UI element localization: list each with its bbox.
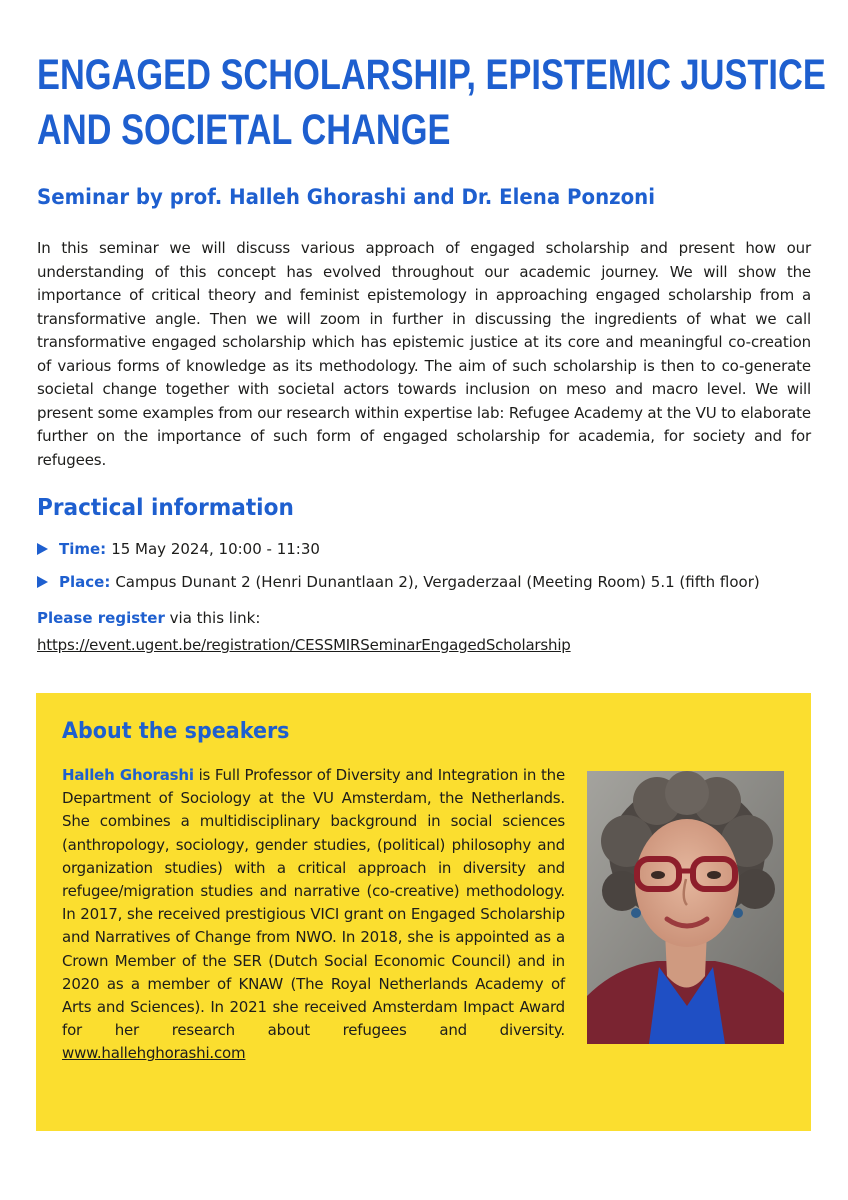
speaker-portrait-image — [587, 771, 784, 1044]
register-rest: via this link: — [164, 609, 261, 627]
register-line — [37, 609, 260, 627]
title-line-1: ENGAGED SCHOLARSHIP, EPISTEMIC JUSTICE — [37, 51, 826, 99]
speaker-bio-text: is Full Professor of Diversity and Integration in the Department of Sociology at the VU Amsterdam, the Netherlands. She combines a multidisciplinary background in social sciences (anthropology, sociology, gender studies, (political) philosophy and organization studies) with a critical approach in diversity and refugee/migration studies and narrative (co-creative) methodology. In 2017, she received prestigious VICI grant on Engaged Scholarship and Narratives of Change from NWO. In 2018, she is appointed as a Crown Member of the SER (Dutch Social Economic Council) and in 2020 as a member of KNAW (The Royal Netherlands Academy of Arts and Sciences). In 2021 she received Amsterdam Impact Award for her research about refugees and diversity. — [62, 766, 565, 1040]
time-value: 15 May 2024, 10:00 - 11:30 — [111, 540, 320, 558]
title-line-2: AND SOCIETAL CHANGE — [37, 106, 451, 154]
speaker-website-link[interactable]: www.hallehghorashi.com — [62, 1044, 246, 1063]
page-title — [37, 48, 826, 158]
speaker-bio — [62, 764, 565, 1066]
speaker-photo — [587, 771, 784, 1044]
place-row — [37, 573, 760, 591]
registration-link[interactable]: https://event.ugent.be/registration/CESSMIRSeminarEngagedScholarship — [37, 636, 571, 654]
time-row — [37, 540, 320, 558]
register-strong: Please register — [37, 609, 165, 627]
time-label: Time: — [59, 540, 107, 558]
arrow-right-icon — [37, 543, 48, 555]
place-label: Place: — [59, 573, 111, 591]
practical-info-heading: Practical information — [37, 495, 294, 521]
speakers-heading: About the speakers — [62, 719, 290, 744]
arrow-right-icon — [37, 576, 48, 588]
subtitle: Seminar by prof. Halleh Ghorashi and Dr. Elena Ponzoni — [37, 185, 656, 209]
intro-paragraph: In this seminar we will discuss various approach of engaged scholarship and present how our understanding of this concept has evolved throughout our academic journey. We will show the importance of critical theory and feminist epistemology in approaching engaged scholarship from a transformative angle. Then we will zoom in further in discussing the ingredients of what we call transformative engaged scholarship which has epistemic justice at its core and meaningful co-creation of various forms of knowledge as its methodology. The aim of such scholarship is then to co-generate societal change together with societal actors towards inclusion on meso and macro level. We will present some examples from our research within expertise lab: Refugee Academy at the VU to elaborate further on the importance of such form of engaged scholarship for academia, for society and for refugees. — [37, 239, 811, 469]
speaker-name: Halleh Ghorashi — [62, 766, 194, 784]
place-value: Campus Dunant 2 (Henri Dunantlaan 2), Vergaderzaal (Meeting Room) 5.1 (fifth floor) — [115, 573, 760, 591]
speakers-box — [36, 693, 811, 1131]
